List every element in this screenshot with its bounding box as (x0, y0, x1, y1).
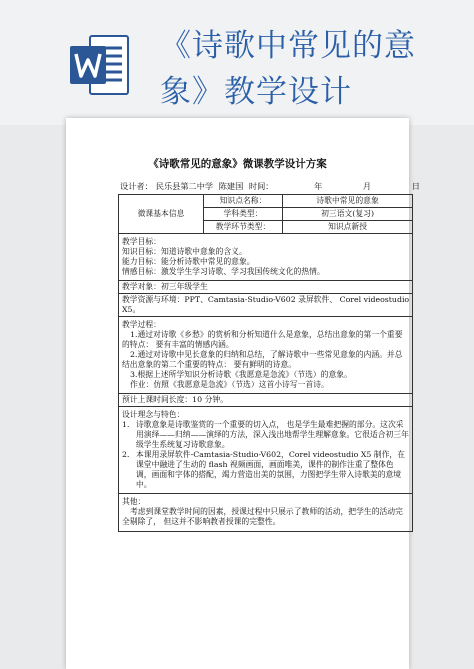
other-row (119, 494, 413, 532)
design-item-num: 2． (122, 450, 135, 459)
homework: 作业：仿照《我愿意是急流》（节选）这首小诗写一首诗。 (130, 380, 329, 389)
process-row (119, 317, 413, 394)
info-value-3: 知识点新授 (283, 221, 413, 234)
month-label: 月 (362, 181, 372, 191)
design-item (122, 420, 409, 450)
document-title: 《诗歌常见的意象》微课教学设计方案 (148, 158, 327, 170)
duration-row (119, 394, 413, 407)
designer-label: 设计者： (120, 181, 153, 191)
process-step-1: 1.通过对诗歌《乡愁》的赏析和分析知道什么是意象，总结出意象的第一个重要的特点： 要有丰富的情感内涵。 (122, 330, 403, 349)
design-row (119, 407, 413, 494)
word-icon (68, 32, 130, 98)
resources-text-cont: X5。 (122, 305, 141, 314)
objective-emotion: 情感目标：激发学生学习诗歌、学习我国传统文化的热情。 (122, 267, 325, 276)
info-value-2: 初三语文(复习) (283, 208, 413, 221)
objective-knowledge: 知识目标：知道诗歌中意象的含义。 (122, 247, 247, 256)
info-label-1: 知识点名称： (204, 195, 283, 208)
info-row (119, 195, 413, 208)
other-heading: 其他： (122, 497, 146, 506)
year-label: 年 (314, 181, 323, 191)
design-item-text: 本课用录屏软件-Camtasia-Studio-V602，Corel videostudio X5 制作，在课堂中融进了生动的 flash 视频画面，画面唯美，课件的制作注重了整体色调，画面和字体的搭配，竭力营造出美的氛围，力图把学生带入诗歌美的意境中。 (136, 450, 405, 489)
lesson-plan-table (118, 194, 413, 532)
header-banner (0, 0, 474, 125)
process-step-3: 3.根据上述所学知识分析诗歌《我愿意是急流》（节选）的意象。 (130, 370, 352, 379)
duration-text: 预计上课时间长度：10 分钟。 (119, 394, 413, 407)
page-title-line1: 《诗歌中常见的意 (160, 28, 416, 64)
design-heading: 设计理念与特色： (122, 410, 185, 419)
other-text: 考虑到课堂教学时间的因素，授课过程中只展示了教师的活动，把学生的活动完全剔除了， 但这并不影响教者授课的完整性。 (122, 507, 403, 526)
design-item (122, 450, 409, 490)
resources-text: 教学资源与环境：PPT、Camtasia-Studio-V602 录屏软件、 Corel videostudio (122, 295, 410, 304)
page-title-line2: 象》教学设计 (160, 74, 352, 110)
designer-school: 民乐县第二中学 (155, 181, 214, 191)
resources-row (119, 294, 413, 317)
day-label: 日 (411, 181, 420, 191)
design-item-num: 1． (122, 420, 135, 429)
info-value-1: 诗歌中常见的意象 (283, 195, 413, 208)
objective-ability: 能力目标：能分析诗歌中常见的意象。 (122, 257, 255, 266)
info-label-2: 学科类型： (204, 208, 283, 221)
designer-meta (120, 181, 420, 192)
objectives-row (119, 234, 413, 281)
document-page (66, 118, 420, 669)
designer-name: 陈建国 (218, 181, 244, 191)
audience-text: 教学对象：初三年级学生 (119, 281, 413, 294)
time-label: 时间： (248, 181, 274, 191)
process-step-2: 2.通过对诗歌中见长意象的归纳和总结，了解诗歌中一些常见意象的内涵。并总结出意象的第二个重要的特点： 要有鲜明的诗意。 (122, 350, 403, 369)
info-label-3: 教学环节类型： (204, 221, 283, 234)
info-section-label: 微课基本信息 (119, 195, 204, 234)
process-heading: 教学过程： (122, 320, 161, 329)
audience-row (119, 281, 413, 294)
objectives-heading: 教学目标： (122, 237, 161, 246)
design-item-text: 诗歌意象是诗歌鉴赏的一个重要的切入点， 也是学生最难把握的部分。这次采用演绎——归纳——演绎的方法，深入浅出地帮学生理解意象。它很适合初三年级学生系统复习诗歌意象。 (136, 420, 409, 449)
